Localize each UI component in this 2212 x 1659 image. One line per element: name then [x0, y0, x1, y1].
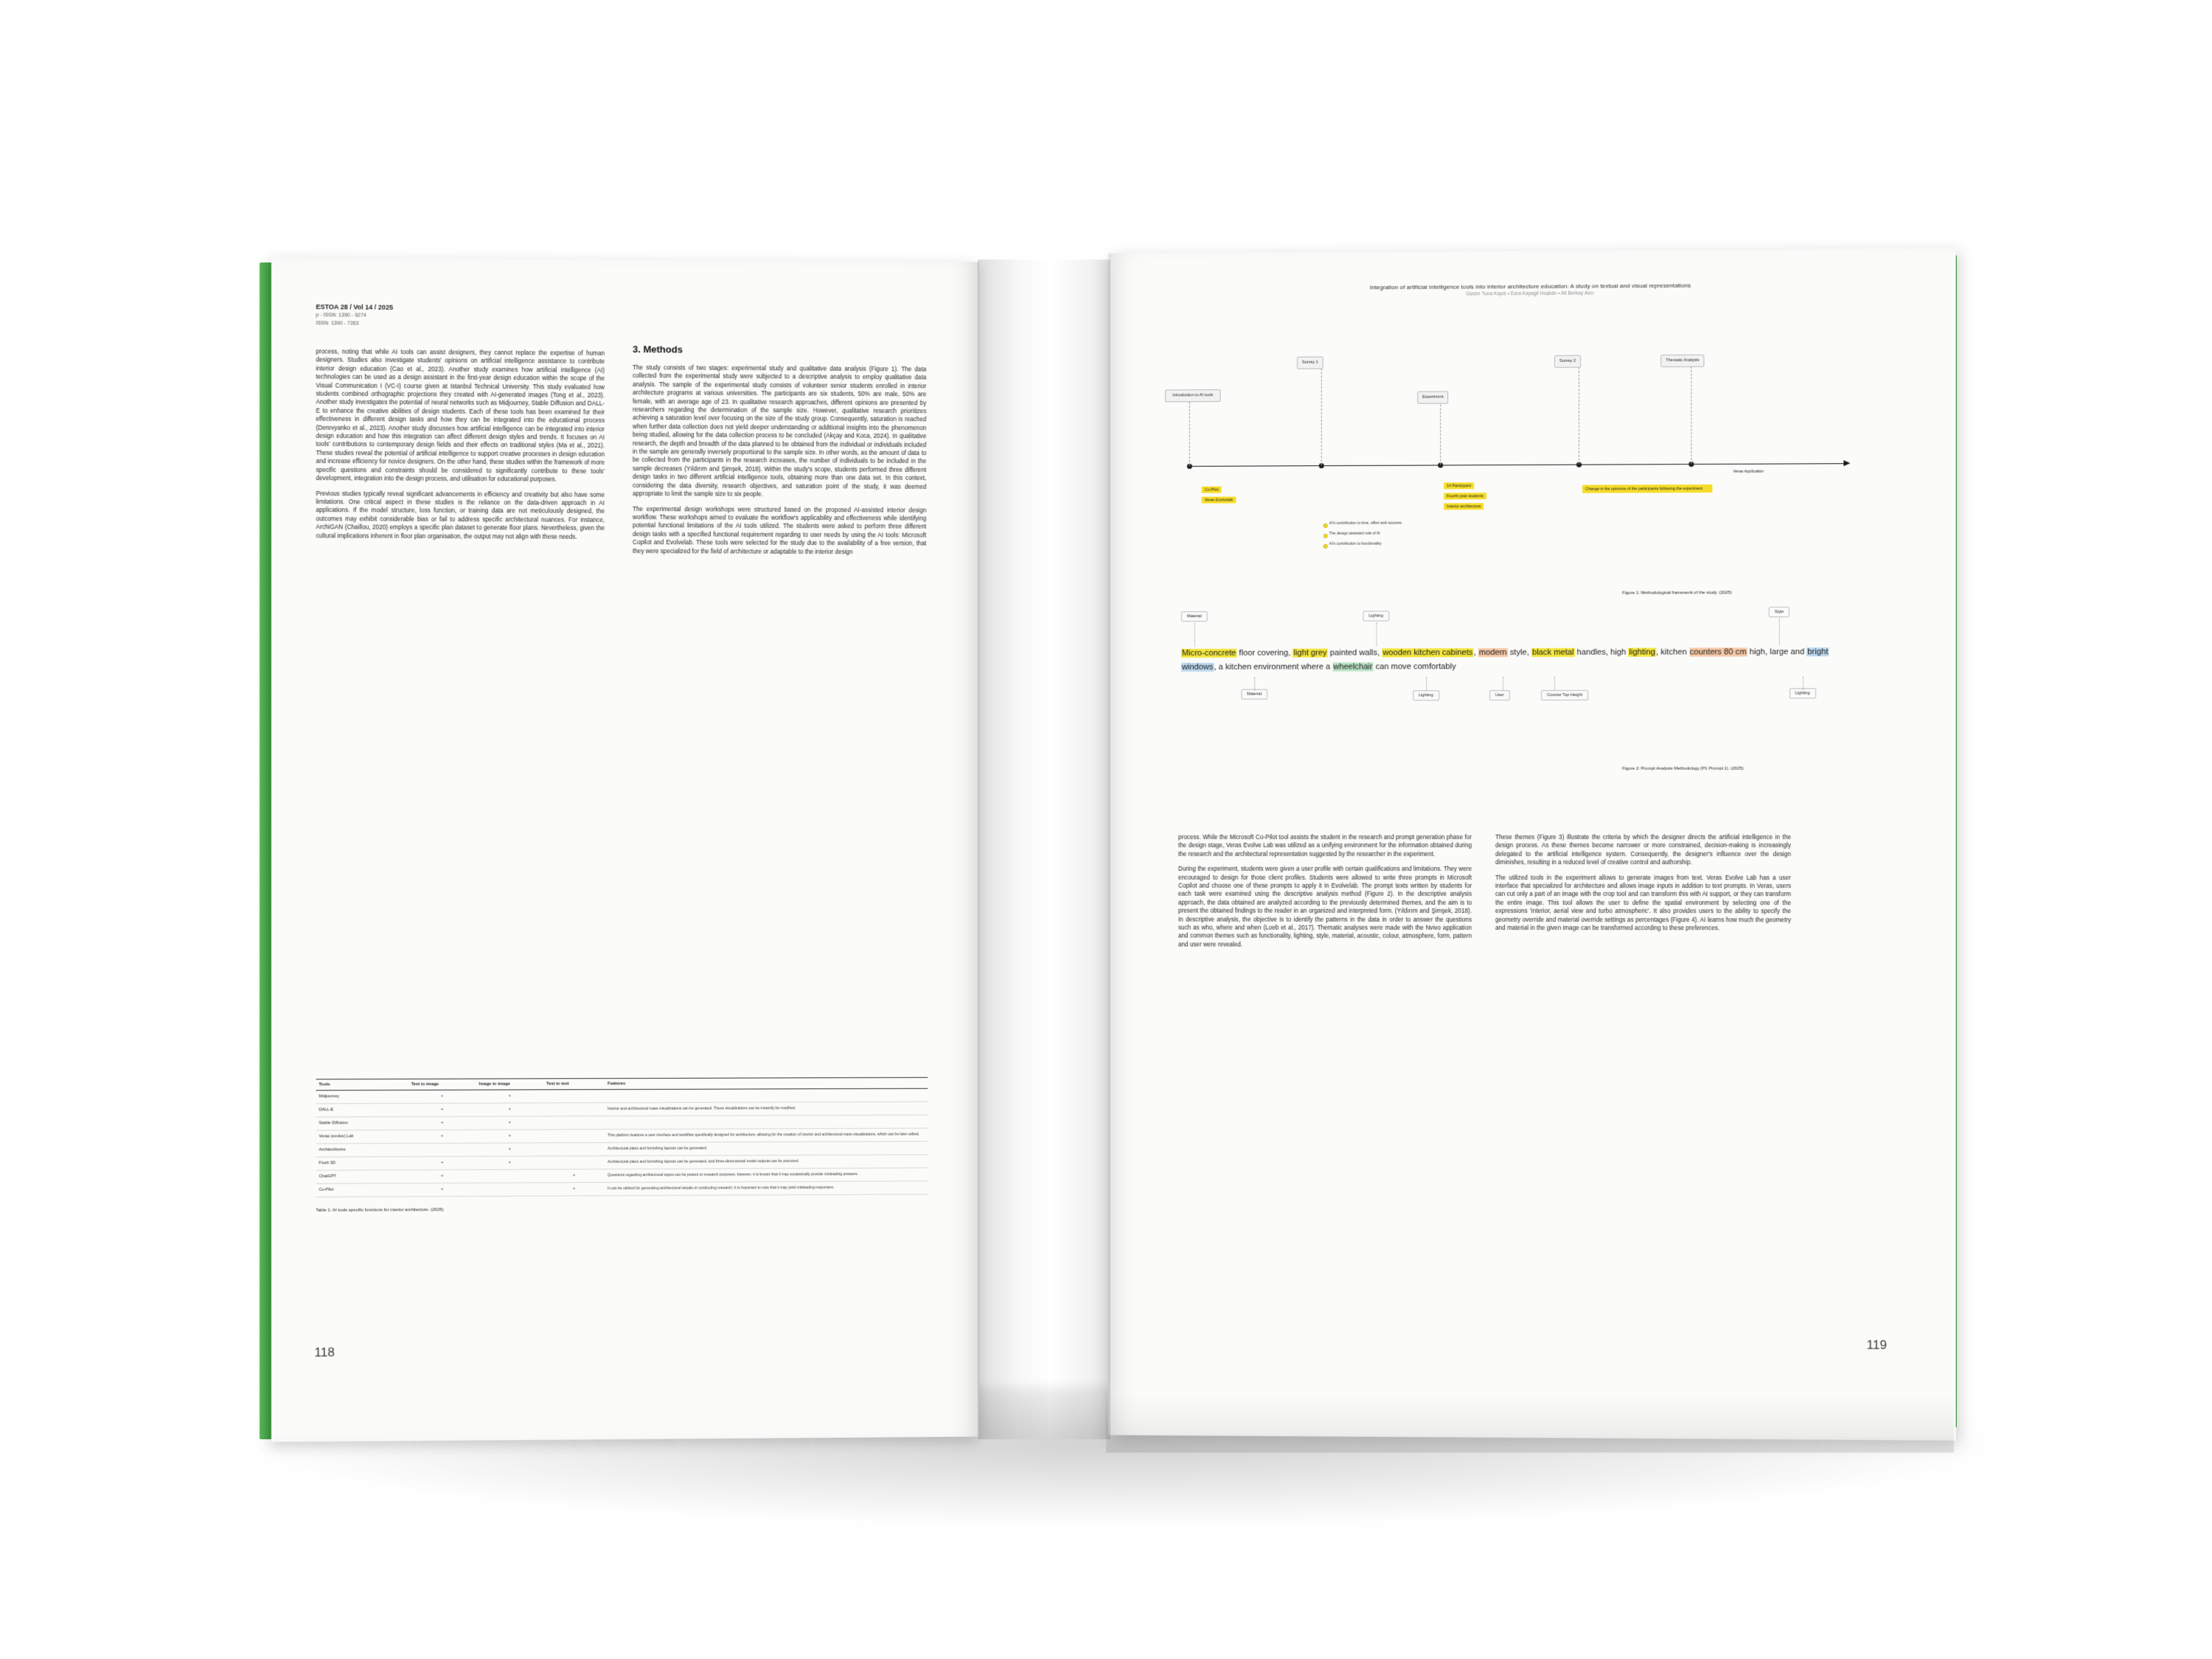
- figure-1-methodological-framework: [1174, 322, 1896, 568]
- prompt-token-highlighted: windows: [1181, 662, 1214, 672]
- paragraph: process. While the Microsoft Co-Pilot tool assists the student in the research and prompt generation phase for the design stage, Veras Evolve Lab was utilized as a unifying environment for the information obtained during the research and the architectural representation suggested by the researcher in the experiment.: [1178, 834, 1472, 858]
- prompt-leader-line: [1779, 619, 1780, 645]
- prompt-token-highlighted: bright: [1807, 647, 1829, 657]
- table-cell: +: [476, 1156, 543, 1169]
- prompt-token: handles, high: [1574, 647, 1629, 657]
- paragraph: process, noting that while AI tools can assist designers, they cannot replace the expertise of human designers. Studies also investigate students' opinions on artificial intelligence assistance to contribute interior design education (Cao et al., 2023). Another study examines how artificial intelligence (AI) technologies can be used as a design assistant in the first-year design education within the scope of the Visual Communication I (VC-I) course given at Istanbul Technical University. This study evaluated how students combined orthographic projections they created with AI-generated images (Tong et al., 2023). Another study investigates the potential of neural networks such as Midjourney, Stable Diffusion and DALL-E to enhance the creative abilities of design students. Each of these tools has been examined for their effectiveness in different design tasks and how they can be integrated into the educational process (Derevyanko et al., 2023). Another study discusses how artificial intelligence can be integrated into interior design education and how this integration can affect different design styles and trends. It focuses on AI tools' contributions to contemporary design fields and their effects on traditional styles (Ma et al., 2021). These studies reveal the potential of artificial intelligence to support creative processes in design education and increase efficiency for novice designers. On the other hand, these studies within the framework of more specific questions and constraints should be considered to significantly contribute to these tools' development, integration into the design process, and utilisation for educational purposes.: [316, 348, 605, 483]
- table-cell: Questions regarding architectural topics can be posted or research purposes; however, it is known that it may occasionally provide misleading answers.: [605, 1168, 928, 1183]
- table-cell: Co-Pilot: [316, 1183, 408, 1197]
- timeline-tag-fourth-year: Fourth-year students: [1444, 493, 1486, 499]
- left-page-column-2: [633, 344, 926, 563]
- paragraph: These themes (Figure 3) illustrate the criteria by which the designer directs the artificial intelligence in the design process. As these themes become narrower or more constrained, decision-making is increasingly delegated to the artificial intelligence system. Consequently, the designer's influence over the design diminishes, resulting in a reduced level of creative control and authorship.: [1495, 833, 1791, 866]
- table-cell: +: [408, 1103, 476, 1116]
- journal-header-line1: ESTOA 28 / Vol 14 / 2025: [316, 303, 394, 311]
- prompt-token-highlighted: counters 80 cm: [1689, 647, 1747, 657]
- left-page: [271, 257, 979, 1441]
- timeline-bullet-ai-functionality: AI's contribution to functionality: [1329, 541, 1382, 546]
- figure-2-prompt-analysis: [1174, 597, 1896, 753]
- table-cell: This platform features a user interface and workflow specifically designed for architecture, allowing for the creation of interior and architectural mass visualizations, which can be later edited.: [605, 1128, 928, 1143]
- table-cell: +: [543, 1183, 605, 1196]
- table-col-text-to-text: Text to text: [543, 1079, 605, 1090]
- table-cell: Finch 3D: [316, 1157, 408, 1171]
- paragraph: During the experiment, students were given a user profile with certain qualifications and limitations. They were encouraged to design for those client profiles. Students were allowed to write three prompts in Microsoft Copilot and choose one of these prompts to apply it in Evolvelab. The prompt texts written by students for each task were examined using the descriptive analysis method (Figure 2). In the descriptive analysis approach, the data obtained are analyzed according to the previously determined themes, and the aim is to present the obtained findings to the reader in an organized and interpreted form. (Yıldırım and Şimşek, 2018). In descriptive analysis, the objective is to identify the patterns in the data in order to answer the questions such as who, where and when (Loeb et al., 2017). Thematic analyses were made with the Nvivo application and common themes such as functionality, lighting, style, material, acoustic, colour, atmosphere, form, pattern and user were revealed.: [1178, 866, 1472, 948]
- right-page-column-1: [1178, 833, 1472, 956]
- book-gutter-shading: [978, 260, 1110, 1439]
- table-cell: +: [543, 1169, 605, 1183]
- table-cell: Veras (evolve) Lab: [316, 1130, 408, 1144]
- prompt-token: , a kitchen environment where a: [1214, 662, 1333, 672]
- table-cell: [605, 1088, 928, 1102]
- table-col-text-to-image: Text to image: [408, 1079, 476, 1090]
- table-cell: +: [408, 1130, 476, 1143]
- table-cell: +: [408, 1156, 476, 1169]
- prompt-token: , kitchen: [1655, 647, 1689, 657]
- left-page-column-1: [316, 347, 605, 548]
- timeline-tag-opinion-change: Change in the opinions of the participants following the experiment: [1582, 484, 1712, 493]
- table-cell: ChatGPT: [316, 1170, 408, 1184]
- timeline-axis: [1189, 463, 1845, 467]
- table-cell: Midjourney: [316, 1090, 408, 1103]
- prompt-label-material-bottom: Material: [1241, 689, 1267, 700]
- prompt-leader-line: [1803, 676, 1804, 689]
- prompt-token-highlighted: wheelchair: [1333, 662, 1373, 672]
- right-page: [1108, 248, 1956, 1440]
- table-cell: Architectural plans and furnishing layouts can be generated.: [605, 1141, 928, 1156]
- timeline-connector: [1189, 398, 1190, 466]
- running-head: [1108, 280, 1956, 299]
- prompt-token-highlighted: light grey: [1293, 648, 1327, 658]
- prompt-text: [1181, 645, 1867, 675]
- timeline-tag-participants: 14 Participant: [1444, 482, 1474, 489]
- timeline-label-veras-application: Veras Application: [1733, 469, 1764, 474]
- right-page-column-2: [1495, 833, 1791, 939]
- prompt-leader-line: [1194, 623, 1195, 647]
- table-cell: +: [476, 1116, 543, 1130]
- table-row: [316, 1181, 928, 1197]
- page-number-right: 119: [1866, 1338, 1887, 1352]
- timeline-box-survey-1: Survey 1: [1297, 356, 1324, 369]
- timeline-box-intro-ai-tools: Introduction to AI tools: [1165, 389, 1220, 402]
- prompt-leader-line: [1254, 678, 1255, 691]
- table-cell: DALL-E: [316, 1103, 408, 1116]
- table-col-image-to-image: Image to image: [476, 1079, 543, 1090]
- running-head-authors: Gizem Tuna Kayılı • Esra Kayagil Hoşkan • Ali Berkay Avcı: [1466, 291, 1594, 297]
- table-caption: Table 1: AI tools specific functions for interior architecture. (2025): [316, 1208, 444, 1213]
- paragraph: The study consists of two stages: experimental study and qualitative data analysis (Figure 1). The data collected from the experimental study were subjected to a descriptive analysis to employ qualitative data analysis. The sample of the experimental study consists of volunteer senior students enrolled in interior architecture programs at various universities. The participants are six students, 50% are male, 50% are female, with an average age of 23. In qualitative research approaches, different opinions are presented by researchers regarding the determination of the sample size. However, qualitative research prioritizes achieving a saturation level over focusing on the size of the study group. Consequently, saturation is reached when further data collection does not yield deeper understanding or additional insights into the phenomenon being studied, allowing for the data collection process to be concluded (Akçay and Koca, 2024). In qualitative research, the depth and breadth of the data planned to be obtained from the individual or individuals included in the sample are generally inversely proportional to the sample size. In other words, as the amount of data to be collected from the participants in the research increases, the number of individuals to be included in the sample decreases (Yıldırım and Şimşek, 2018). Within the study's scope, students performed three different design tasks in two different artificial intelligence tools, obtaining more than one data set. In this context, considering the data diversity, research objectives, and saturation point of the study, it was deemed appropriate to limit the sample size to six people.: [632, 364, 927, 498]
- timeline-connector: [1440, 397, 1441, 465]
- table-cell: Architectural plans and furnishing layouts can be generated, and three-dimensional model outputs can be procured.: [605, 1155, 928, 1169]
- prompt-token-highlighted: wooden kitchen cabinets: [1382, 648, 1473, 658]
- ai-tools-table: [316, 1077, 928, 1197]
- table-cell: [605, 1115, 928, 1129]
- table-cell: [408, 1143, 476, 1156]
- journal-header-line2: p - ISSN: 1390 - 9274: [316, 313, 366, 319]
- paragraph: Previous studies typically reveal significant advancements in efficiency and creativity but also have some limitations. One critical aspect in these studies is the reliance on the data-driven approach in AI applications. If the model structure, loss function, or training data are not meticulously designed, the outcomes may exhibit considerable bias or fail to address specific architectural nuances. For instance, ArchiGAN (Chaillou, 2020) employs a specific plan dataset to generate floor plans. Nevertheless, given the cultural implications inherent in floor plan organisation, the output may not align with these needs.: [316, 490, 605, 540]
- figure-1-caption: Figure 1: Methodological framework of the study. (2025): [1622, 591, 1732, 596]
- figure-2-caption: Figure 2: Prompt Analysis Methodology (P1 Prompt 1). (2025): [1622, 766, 1744, 771]
- prompt-token: can move comfortably: [1373, 662, 1456, 672]
- prompt-label-counter-height: Counter Top Height: [1541, 690, 1588, 700]
- table-cell: Architechtures: [316, 1144, 408, 1158]
- prompt-label-style-top: Style: [1769, 607, 1790, 617]
- paragraph: The utilized tools in the experiment allows to generate images from text. Veras Evolve Lab has a user interface that specialized for architecture and allows image inputs in addition to text prompts. In Veras, users can cut only a part of an image with the crop tool and can transform this with AI support, or they can transform the entire image. This tool allows the user to define the spatial environment by selecting one of the expressions 'interior, aerial view and turbo atmospheric'. It also provides users to the ability to specify the geometry override and material override settings as percentages (Figure 4). AI learns how much the geometry and material in the given image can be transformed according to these preferences.: [1495, 874, 1791, 932]
- timeline-tag-copilot: Co-Pilot: [1202, 487, 1222, 493]
- prompt-label-lighting-bottom: Lighting: [1413, 690, 1439, 700]
- prompt-token: floor covering,: [1237, 648, 1293, 658]
- prompt-token: painted walls,: [1327, 648, 1382, 658]
- prompt-leader-line: [1376, 623, 1377, 647]
- table-cell: [476, 1183, 543, 1196]
- table-cell: Interior and architectural mass visualizations can be generated. These visualizations can be instantly be modified: [605, 1102, 928, 1116]
- table-cell: [543, 1103, 605, 1116]
- prompt-token-highlighted: Micro-concrete: [1181, 648, 1237, 658]
- prompt-token: ,: [1473, 648, 1478, 658]
- section-title: 3. Methods: [632, 344, 683, 355]
- running-head-title: Integration of artificial intelligence tools into interior architecture education: A study on textual and visual representations: [1369, 282, 1691, 291]
- table-cell: [543, 1090, 605, 1103]
- table-cell: +: [408, 1183, 476, 1196]
- prompt-label-lighting-top: Lighting: [1363, 611, 1388, 621]
- journal-header-line3: ISSN: 1390 - 7263: [316, 321, 359, 327]
- paragraph: The experimental design workshops were structured based on the proposed AI-assisted interior design workflow. These workshops aimed to evaluate the workflow's applicability and effectiveness while identifying potential functional limitations of the AI tools utilized. The students were asked to perform three different design tasks with a specified functional requirement regarding to user needs by using the AI tools: Microsoft Copilot and Evolvelab. These tools were selected for the study due to the availability of a free version, that they were specialized for the field of architecture or adaptable to the interior design: [632, 505, 927, 555]
- journal-header: [316, 303, 393, 328]
- table-cell: +: [408, 1090, 476, 1103]
- timeline-tag-veras-evolvelab: Veras Evolvelab: [1202, 497, 1236, 504]
- table-cell: +: [476, 1103, 543, 1116]
- table-cell: +: [408, 1116, 476, 1130]
- timeline-tag-interior-architecture: Interior architecture: [1444, 503, 1484, 509]
- table-cell: +: [476, 1130, 543, 1143]
- table-cell: +: [476, 1143, 543, 1156]
- table-cell: +: [408, 1169, 476, 1183]
- table-cell: [543, 1143, 605, 1156]
- table-cell: [543, 1116, 605, 1130]
- timeline-bullet-ai-design-assistant: The design assistant role of AI: [1329, 531, 1380, 536]
- table-col-tools: Tools: [316, 1079, 408, 1090]
- table-col-features: Features: [605, 1077, 928, 1089]
- table-cell: +: [476, 1090, 543, 1103]
- timeline-connector: [1321, 368, 1322, 465]
- prompt-leader-line: [1554, 677, 1555, 690]
- timeline-box-thematic-analysis: Thematic Analysis: [1660, 355, 1704, 367]
- table-cell: [476, 1169, 543, 1183]
- prompt-label-lighting-right: Lighting: [1790, 688, 1816, 698]
- prompt-token: high, large and: [1747, 647, 1807, 657]
- prompt-token-highlighted: black metal: [1531, 647, 1574, 657]
- prompt-token: style,: [1507, 647, 1531, 658]
- prompt-token-highlighted: modern: [1478, 648, 1507, 658]
- timeline-bullet-ai-time-effort: AI's contribution to time, effort and success: [1329, 521, 1402, 526]
- prompt-label-user: User: [1489, 690, 1510, 700]
- table-cell: Stable Diffusion: [316, 1117, 408, 1130]
- timeline-box-experiment: Experiment: [1417, 392, 1448, 404]
- page-number-left: 118: [314, 1345, 335, 1360]
- prompt-label-material-top: Material: [1181, 611, 1208, 622]
- table-cell: [543, 1156, 605, 1169]
- table-cell: [543, 1130, 605, 1143]
- prompt-token-highlighted: lighting: [1629, 647, 1655, 657]
- prompt-leader-line: [1426, 677, 1427, 690]
- timeline-box-survey-2: Survey 2: [1554, 355, 1581, 368]
- table-cell: It can be utilized for generating architectural visuals or conducting research; it is important to note that it may yield misleading responses.: [605, 1181, 928, 1196]
